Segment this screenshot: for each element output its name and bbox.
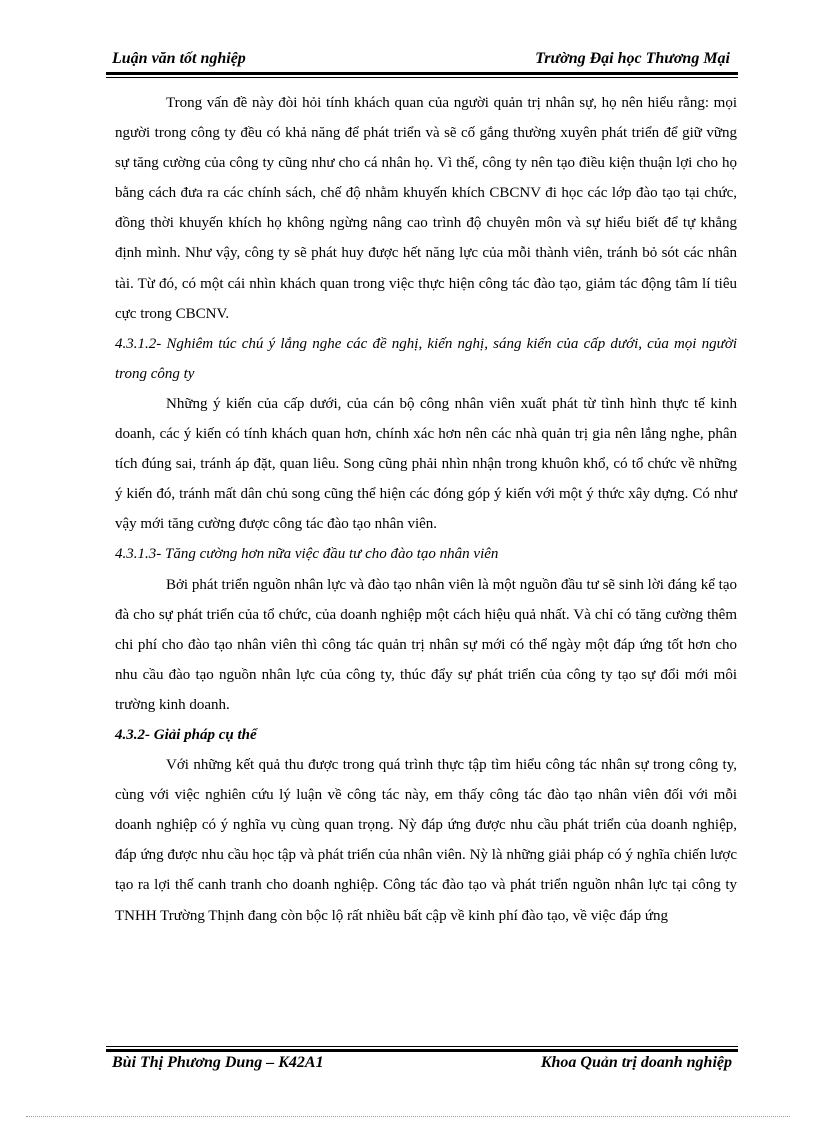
paragraph-training-investment: Bởi phát triển nguồn nhân lực và đào tạo nhân viên là một nguồn đầu tư sẽ sinh lời đáng kể tạo đà cho sự phát triển của tổ chức, của doanh nghiệp một cách hiệu quả nhất. Và chỉ có tăng cường thêm chi phí cho đào tạo nhân viên thì công tác quản trị nhân sự mới có thể ngày một đáp ứng tốt hơn cho nhu cầu đào tạo nguồn nhân lực của công ty, thúc đẩy sự phát triển của công ty tạo sự đổi mới môi trường kinh doanh. — [115, 576, 737, 713]
header-rule-thin — [106, 77, 738, 78]
header-rule-thick — [106, 72, 738, 75]
page-bottom-dotted-line — [26, 1116, 790, 1117]
paragraph-specific-solutions: Với những kết quả thu được trong quá trình thực tập tìm hiểu công tác nhân sự trong công ty, cùng với việc nghiên cứu lý luận về công tác này, em thấy công tác đào tạo nhân viên đối với mỗi doanh nghiệp có ý nghĩa vụ cùng quan trọng. Nỳ đáp ứng được nhu cầu phát triển của doanh nghiệp, đáp ứng được nhu cầu học tập và phát triển của nhân viên. Nỳ là những giải pháp có ý nghĩa chiến lược tạo ra lợi thế canh tranh cho doanh nghiệp. Công tác đào tạo và phát triển nguồn nhân lực tại công ty TNHH Trường Thịnh đang còn bộc lộ rất nhiều bất cập về kinh phí đào tạo, về việc đáp ứng — [115, 757, 737, 924]
footer-rule-thin — [106, 1046, 738, 1047]
footer-rule-thick — [106, 1049, 738, 1052]
paragraph-subordinate-opinions: Những ý kiến của cấp dưới, của cán bộ công nhân viên xuất phát từ tình hình thực tế kinh doanh, các ý kiến có tính khách quan hơn, chính xác hơn nên các nhà quản trị gia nên lắng nghe, phân tích đúng sai, tránh áp đặt, quan liêu. Song cũng phải nhìn nhận trong khuôn khổ, có tổ chức về những ý kiến đó, tránh mất dân chủ song cũng thể hiện các đóng góp ý kiến với một ý thức xây dựng. Có như vậy mới tăng cường được công tác đào tạo nhân viên. — [115, 395, 737, 533]
page-header — [106, 48, 738, 72]
page-footer — [106, 1054, 738, 1078]
section-heading-4-3-1-3: 4.3.1.3- Tăng cường hơn nữa việc đầu tư cho đào tạo nhân viên — [115, 546, 499, 563]
footer-author: Bùi Thị Phương Dung – K42A1 — [112, 1054, 324, 1071]
paragraph-objectivity: Trong vấn đề này đòi hỏi tính khách quan của người quản trị nhân sự, họ nên hiểu rằng: mọi người trong công ty đều có khả năng để phát triển và sẽ cố gắng thường xuyên phát triển để giữ vững sự tăng cường của công ty cũng như cho cá nhân họ. Vì thế, công ty nên tạo điều kiện thuận lợi cho họ bằng cách đưa ra các chính sách, chế độ nhằm khuyến khích CBCNV đi học các lớp đào tạo tại chức, đồng thời khuyến khích họ không ngừng nâng cao trình độ chuyên môn và sự hiểu biết để tự khẳng định mình. Như vậy, công ty sẽ phát huy được hết năng lực của mỗi thành viên, tránh bỏ sót các nhân tài. Từ đó, có một cái nhìn khách quan trong việc thực hiện công tác đào tạo, giảm tác động tâm lí tiêu cực trong CBCNV. — [115, 95, 737, 322]
header-university: Trường Đại học Thương Mại — [535, 50, 730, 67]
section-heading-4-3-2: 4.3.2- Giải pháp cụ thể — [115, 726, 257, 743]
section-heading-4-3-1-2: 4.3.1.2- Nghiêm túc chú ý lắng nghe các đề nghị, kiến nghị, sáng kiến của cấp dưới, của mọi người trong công ty — [115, 335, 737, 382]
header-thesis-title: Luận văn tốt nghiệp — [112, 50, 246, 67]
footer-faculty: Khoa Quản trị doanh nghiệp — [540, 1054, 732, 1071]
page-body — [115, 88, 737, 931]
